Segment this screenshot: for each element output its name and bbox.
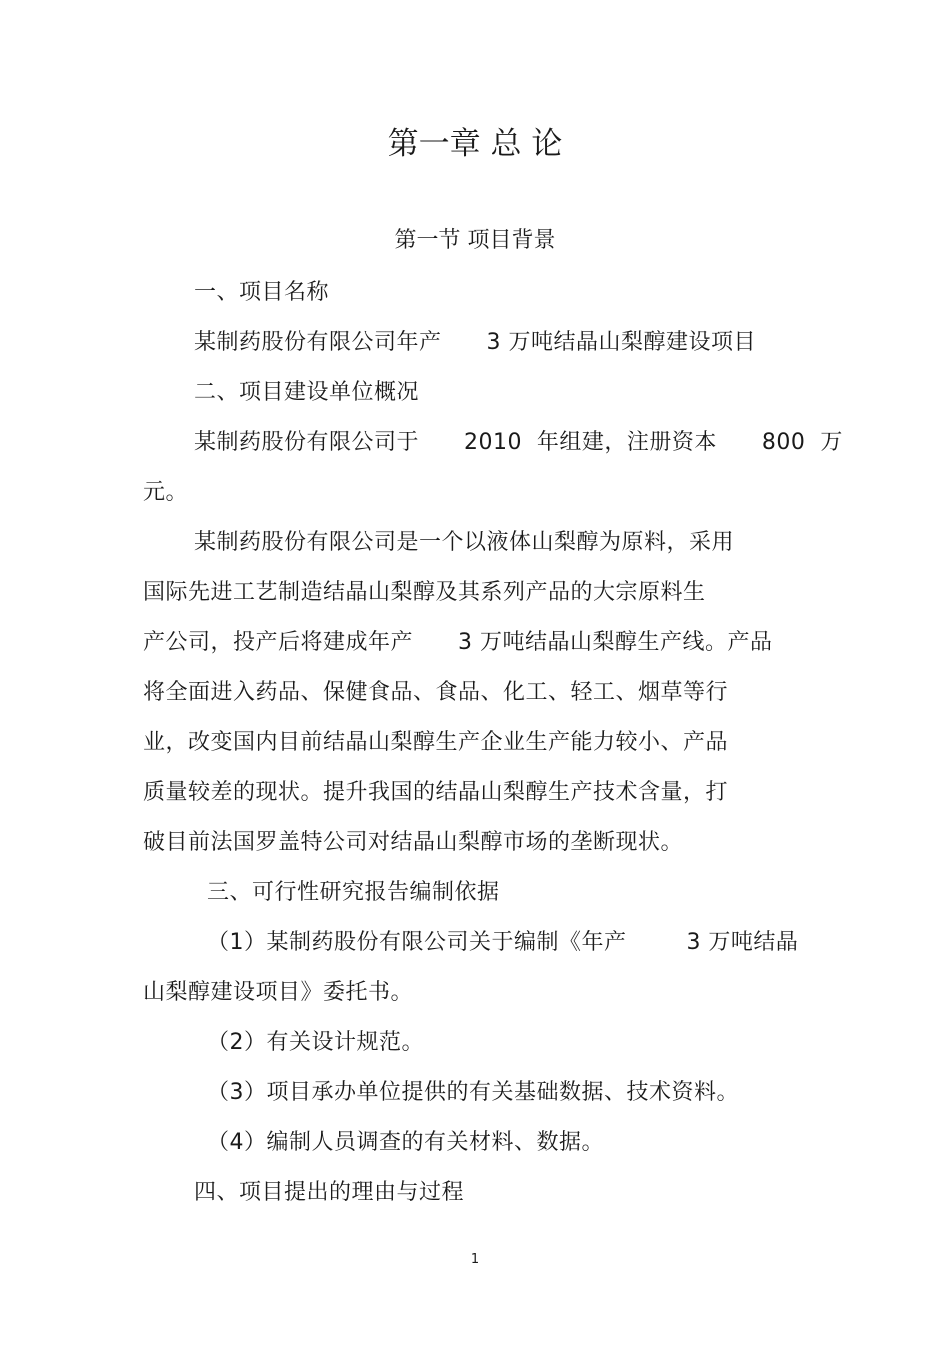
list-item: （4）编制人员调查的有关材料、数据。 — [207, 1130, 604, 1155]
heading-project-name: 一、项目名称 — [194, 280, 330, 305]
paragraph-line: 业，改变国内目前结晶山梨醇生产企业生产能力较小、产品 — [143, 730, 729, 755]
paragraph-line: 将全面进入药品、保健食品、食品、化工、轻工、烟草等行 — [143, 680, 729, 705]
heading-feasibility-basis: 三、可行性研究报告编制依据 — [207, 880, 500, 905]
chapter-title: 第一章 总 论 — [387, 126, 563, 162]
paragraph-line: 质量较差的现状。提升我国的结晶山梨醇生产技术含量，打 — [143, 780, 729, 805]
list-item-continuation: 山梨醇建设项目》委托书。 — [143, 980, 414, 1005]
list-item: （2）有关设计规范。 — [207, 1030, 424, 1055]
paragraph-line: 国际先进工艺制造结晶山梨醇及其系列产品的大宗原料生 — [143, 580, 706, 605]
paragraph-line: 某制药股份有限公司于 2010 年组建，注册资本 800 万 — [194, 430, 843, 455]
section-title: 第一节 项目背景 — [394, 228, 556, 253]
page-number: 1 — [470, 1252, 480, 1267]
paragraph-line: 破目前法国罗盖特公司对结晶山梨醇市场的垄断现状。 — [143, 830, 684, 855]
list-item: （1）某制药股份有限公司关于编制《年产 3 万吨结晶 — [207, 930, 799, 955]
heading-project-reason: 四、项目提出的理由与过程 — [194, 1180, 465, 1205]
heading-company-overview: 二、项目建设单位概况 — [194, 380, 420, 405]
paragraph-line: 某制药股份有限公司是一个以液体山梨醇为原料，采用 — [194, 530, 735, 555]
list-item: （3）项目承办单位提供的有关基础数据、技术资料。 — [207, 1080, 739, 1105]
project-name-text: 某制药股份有限公司年产 3 万吨结晶山梨醇建设项目 — [194, 330, 756, 355]
paragraph-line: 产公司，投产后将建成年产 3 万吨结晶山梨醇生产线。产品 — [143, 630, 773, 655]
paragraph-line: 元。 — [143, 480, 189, 505]
